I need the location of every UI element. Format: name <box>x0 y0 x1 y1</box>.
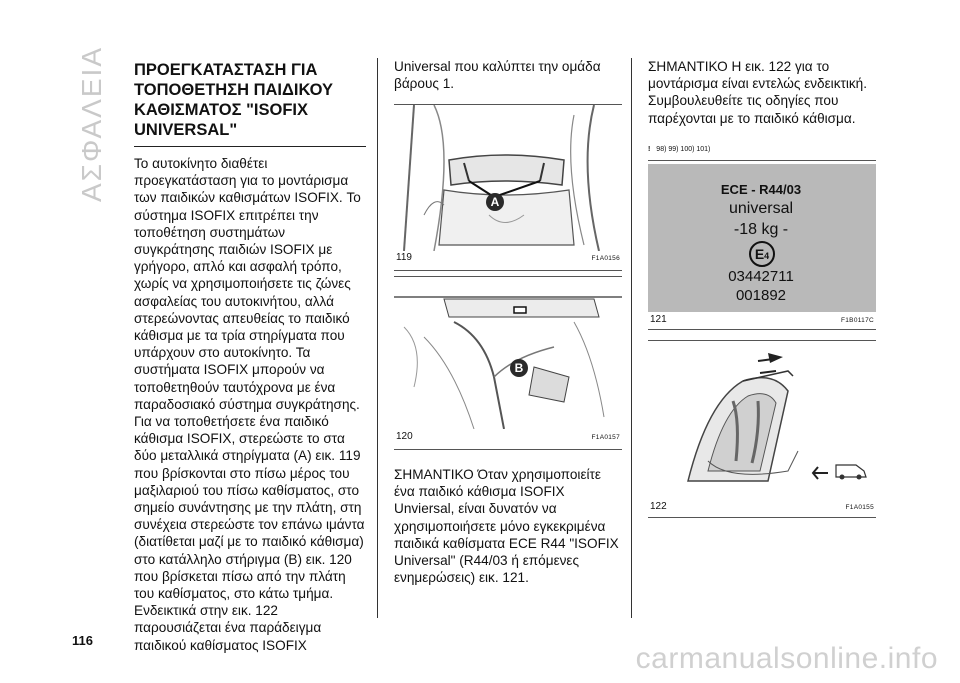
e-mark-icon: E4 <box>749 241 775 267</box>
figure-121-number: 121 <box>650 314 667 325</box>
marker-b: B <box>510 359 528 377</box>
section-heading: ΠΡΟΕΓΚΑΤΑΣΤΑΣΗ ΓΙΑ ΤΟΠΟΘΕΤΗΣΗ ΠΑΙΔΙΚΟΥ ΚΑΘΙΣΜΑΤΟΣ "ISOFIX UNIVERSAL" <box>134 60 366 147</box>
seat-anchor-illustration <box>394 105 622 251</box>
label-approval-number: 03442711 <box>728 268 794 285</box>
label-standard: ECE - R44/03 <box>720 182 802 197</box>
warning-icon: ! <box>648 146 651 153</box>
column-1 <box>134 60 366 654</box>
label-universal: universal <box>728 200 794 217</box>
section-tab <box>72 44 112 204</box>
column-2-note <box>394 466 622 586</box>
references <box>648 146 710 153</box>
column-2-intro-text: Universal που καλύπτει την ομάδα βάρους 1. <box>394 59 601 92</box>
column-2-note-text: ΣΗΜΑΝΤΙΚΟ Όταν χρησιμοποιείτε ένα παιδικό κάθισμα ISOFIX Unviersal, είναι δυνατόν να χρησιμοποιήσετε μόνο εγκεκριμένα παιδικά καθίσματα ECE R44 "ISOFIX Universal" (R44/03 ή επόμενες ενημερώσεις) εικ. 121. <box>394 467 619 586</box>
figure-121-code: F1B0117C <box>841 317 874 324</box>
figure-119-number: 119 <box>396 252 412 263</box>
marker-a: A <box>486 193 504 211</box>
van-icon <box>834 461 868 481</box>
figure-120-number: 120 <box>396 431 413 442</box>
label-weight: -18 kg - <box>733 221 789 238</box>
figure-121 <box>648 160 876 330</box>
column-3-note <box>648 58 878 127</box>
tether-illustration <box>394 277 622 429</box>
page-number: 116 <box>72 633 93 648</box>
reference-numbers: 98) 99) 100) 101) <box>656 146 711 153</box>
watermark: carmanualsonline.info <box>635 642 938 675</box>
figure-122-code: F1A0155 <box>845 504 874 511</box>
child-seat-illustration <box>648 341 876 499</box>
figure-122-number: 122 <box>650 501 667 512</box>
label-serial-number: 001892 <box>735 287 787 304</box>
figure-120-code: F1A0157 <box>591 434 620 441</box>
approval-label <box>648 164 876 312</box>
figure-120 <box>394 276 622 450</box>
section-tab-label: ΑΣΦΑΛΕΙΑ <box>76 45 107 203</box>
column-3-note-text: ΣΗΜΑΝΤΙΚΟ Η εικ. 122 για το μοντάρισμα είναι εντελώς ενδεικτική. Συμβουλευθείτε τις οδηγίες που παρέχονται με το παιδικό κάθισμα. <box>648 59 868 126</box>
figure-122 <box>648 340 876 518</box>
column-divider-1 <box>377 58 378 618</box>
column-1-text: Το αυτοκίνητο διαθέτει προεγκατάσταση για το μοντάρισμα των παιδικών καθισμάτων ISOFIX. Το σύστημα ISOFIX επιτρέπει την τοποθέτηση συστημάτων συγκράτησης παιδιών ISOFIX με γρήγορο, απλό και ασφαλή τρόπο, χωρίς να χρησιμοποιήσετε τις ζώνες ασφαλείας του αυτοκινήτου, αλλά στερεώνοντας απευθείας το παιδικό κάθισμα με τα τρία στηρίγματα που υπάρχουν στο αυτοκίνητο. Τα συστήματα ISOFIX μπορούν να τοποθετηθούν ταυτόχρονα με ένα παραδοσιακό σύστημα συγκράτησης. Για να τοποθετήσετε ένα παιδικό κάθισμα ISOFIX, στερεώστε το στα δύο μεταλλικά στηρίγματα (A) εικ. 119 που βρίσκονται στο πίσω μέρος του μαξιλαριού του πίσω καθίσματος, στο σημείο συνάντησης με την πλάτη, στη συνέχεια στερεώστε τον επάνω ιμάντα (διατίθεται μαζί με το παιδικό κάθισμα) στο κατάλληλο στήριγμα (B) εικ. 120 που βρίσκεται πίσω από την πλάτη του καθίσματος, στο κάτω τμήμα. Ενδεικτικά στην εικ. 122 παρουσιάζεται ένα παράδειγμα παιδικού καθίσματος ISOFIX <box>134 156 365 653</box>
column-divider-2 <box>631 58 632 618</box>
figure-119-code: F1A0156 <box>591 255 620 262</box>
column-2-intro <box>394 58 622 92</box>
figure-119 <box>394 104 622 271</box>
